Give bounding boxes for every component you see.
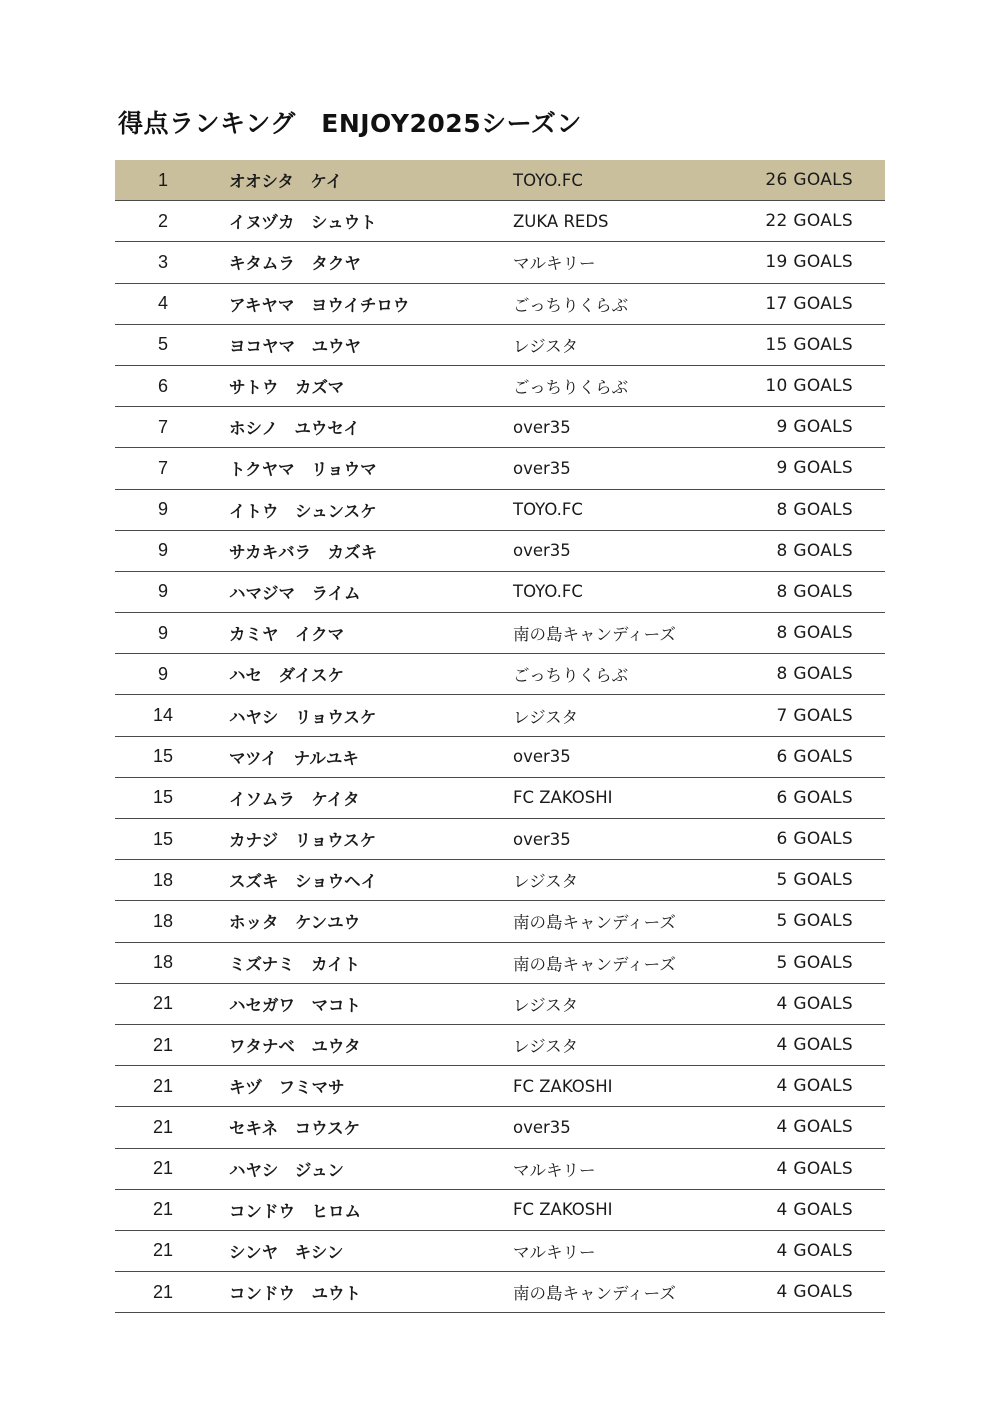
player-name-cell: イトウ シュンスケ (229, 501, 377, 521)
rank-cell: 9 (157, 540, 168, 561)
rank-cell: 15 (152, 828, 174, 849)
table-row (115, 572, 885, 613)
table-row (115, 1066, 885, 1107)
player-name-cell: カナジ リョウスケ (229, 831, 377, 851)
team-cell: FC ZAKOSHI (513, 1200, 613, 1220)
team-cell: マルキリー (513, 1160, 596, 1180)
team-cell: 南の島キャンディーズ (513, 954, 676, 974)
table-row (115, 366, 885, 407)
table-row (115, 1190, 885, 1231)
team-cell: レジスタ (513, 872, 579, 892)
rank-cell: 21 (152, 1281, 174, 1302)
player-name-cell: ハマジマ ライム (229, 583, 361, 603)
goals-cell: 8 GOALS (776, 499, 853, 520)
player-name-cell: イソムラ ケイタ (229, 789, 360, 809)
player-name-cell: ホシノ ユウセイ (229, 419, 360, 439)
team-cell: ごっちりくらぶ (513, 295, 629, 315)
team-cell: レジスタ (513, 1037, 579, 1057)
goals-cell: 19 GOALS (765, 252, 853, 273)
table-row (115, 490, 885, 531)
goals-cell: 4 GOALS (776, 1282, 853, 1303)
rank-cell: 21 (152, 1075, 174, 1096)
goals-cell: 4 GOALS (776, 1076, 853, 1097)
rank-cell: 7 (157, 457, 168, 478)
table-row (115, 1149, 885, 1190)
rank-cell: 15 (152, 787, 174, 808)
table-row (115, 695, 885, 736)
team-cell: over35 (513, 829, 571, 849)
team-cell: over35 (513, 1117, 571, 1137)
table-row (115, 819, 885, 860)
team-cell: TOYO.FC (513, 170, 583, 190)
team-cell: TOYO.FC (513, 500, 583, 520)
rank-cell: 18 (152, 869, 174, 890)
team-cell: レジスタ (513, 336, 579, 356)
goals-cell: 8 GOALS (776, 581, 853, 602)
player-name-cell: オオシタ ケイ (229, 172, 343, 192)
goals-cell: 8 GOALS (776, 540, 853, 561)
table-row (115, 284, 885, 325)
table-row (115, 613, 885, 654)
rank-cell: 9 (157, 581, 168, 602)
goals-cell: 6 GOALS (776, 746, 853, 767)
player-name-cell: マツイ ナルユキ (229, 748, 359, 768)
rank-cell: 14 (152, 705, 174, 726)
rank-cell: 21 (152, 1158, 174, 1179)
table-row (115, 1025, 885, 1066)
ranking-table (115, 160, 885, 1313)
rank-cell: 21 (152, 993, 174, 1014)
goals-cell: 4 GOALS (776, 1117, 853, 1138)
team-cell: ごっちりくらぶ (513, 666, 629, 686)
rank-cell: 18 (152, 910, 174, 931)
rank-cell: 1 (157, 169, 168, 190)
table-row (115, 654, 885, 695)
rank-cell: 5 (157, 334, 168, 355)
team-cell: ZUKA REDS (513, 211, 609, 231)
team-cell: over35 (513, 417, 571, 437)
team-cell: over35 (513, 747, 571, 767)
player-name-cell: キタムラ タクヤ (229, 254, 361, 274)
rank-cell: 6 (157, 375, 168, 396)
rank-cell: 21 (152, 1240, 174, 1261)
team-cell: FC ZAKOSHI (513, 1076, 613, 1096)
goals-cell: 22 GOALS (765, 211, 853, 232)
table-row (115, 160, 885, 201)
goals-cell: 4 GOALS (776, 1240, 853, 1261)
table-row (115, 325, 885, 366)
player-name-cell: ハセガワ マコト (229, 995, 361, 1015)
table-row (115, 1107, 885, 1148)
player-name-cell: ワタナベ ユウタ (229, 1037, 361, 1057)
player-name-cell: サカキバラ カズキ (229, 542, 378, 562)
page-title: 得点ランキング ENJOY2025シーズン (118, 109, 582, 138)
table-row (115, 901, 885, 942)
table-row (115, 860, 885, 901)
team-cell: レジスタ (513, 995, 579, 1015)
team-cell: マルキリー (513, 1242, 596, 1262)
table-row (115, 1272, 885, 1313)
table-row (115, 448, 885, 489)
player-name-cell: ミズナミ カイト (229, 954, 361, 974)
goals-cell: 4 GOALS (776, 1035, 853, 1056)
team-cell: 南の島キャンディーズ (513, 1284, 676, 1304)
player-name-cell: コンドウ ヒロム (229, 1201, 361, 1221)
rank-cell: 21 (152, 1199, 174, 1220)
rank-cell: 4 (157, 293, 168, 314)
player-name-cell: ヨコヤマ ユウヤ (229, 336, 361, 356)
rank-cell: 2 (157, 210, 168, 231)
goals-cell: 5 GOALS (776, 952, 853, 973)
player-name-cell: イヌヅカ シュウト (229, 213, 377, 233)
goals-cell: 7 GOALS (776, 705, 853, 726)
table-row (115, 242, 885, 283)
table-row (115, 201, 885, 242)
player-name-cell: サトウ カズマ (229, 378, 345, 398)
rank-cell: 18 (152, 952, 174, 973)
team-cell: 南の島キャンディーズ (513, 913, 676, 933)
goals-cell: 10 GOALS (765, 376, 853, 397)
goals-cell: 9 GOALS (776, 417, 853, 438)
table-row (115, 737, 885, 778)
goals-cell: 5 GOALS (776, 911, 853, 932)
team-cell: FC ZAKOSHI (513, 788, 613, 808)
player-name-cell: カミヤ イクマ (229, 625, 345, 645)
rank-cell: 9 (157, 663, 168, 684)
team-cell: TOYO.FC (513, 582, 583, 602)
player-name-cell: ホッタ ケンユウ (229, 913, 361, 933)
goals-cell: 4 GOALS (776, 1199, 853, 1220)
player-name-cell: コンドウ ユウト (229, 1284, 361, 1304)
rank-cell: 15 (152, 746, 174, 767)
rank-cell: 7 (157, 416, 168, 437)
goals-cell: 15 GOALS (765, 334, 853, 355)
rank-cell: 21 (152, 1116, 174, 1137)
table-row (115, 407, 885, 448)
table-row (115, 778, 885, 819)
player-name-cell: ハヤシ リョウスケ (229, 707, 377, 727)
table-row (115, 1231, 885, 1272)
team-cell: over35 (513, 458, 571, 478)
goals-cell: 17 GOALS (765, 293, 853, 314)
team-cell: マルキリー (513, 254, 596, 274)
table-row (115, 984, 885, 1025)
player-name-cell: シンヤ キシン (229, 1242, 344, 1262)
team-cell: ごっちりくらぶ (513, 378, 629, 398)
rank-cell: 21 (152, 1034, 174, 1055)
player-name-cell: アキヤマ ヨウイチロウ (229, 295, 410, 315)
goals-cell: 8 GOALS (776, 664, 853, 685)
goals-cell: 4 GOALS (776, 1158, 853, 1179)
team-cell: レジスタ (513, 707, 579, 727)
player-name-cell: キヅ フミマサ (229, 1078, 345, 1098)
rank-cell: 9 (157, 499, 168, 520)
goals-cell: 9 GOALS (776, 458, 853, 479)
team-cell: over35 (513, 541, 571, 561)
goals-cell: 6 GOALS (776, 787, 853, 808)
goals-cell: 4 GOALS (776, 993, 853, 1014)
player-name-cell: セキネ コウスケ (229, 1119, 361, 1139)
rank-cell: 9 (157, 622, 168, 643)
player-name-cell: トクヤマ リョウマ (229, 460, 377, 480)
goals-cell: 26 GOALS (765, 170, 853, 191)
table-row (115, 943, 885, 984)
goals-cell: 5 GOALS (776, 870, 853, 891)
player-name-cell: ハヤシ ジュン (229, 1160, 345, 1180)
team-cell: 南の島キャンディーズ (513, 625, 676, 645)
player-name-cell: ハセ ダイスケ (229, 666, 345, 686)
goals-cell: 6 GOALS (776, 829, 853, 850)
rank-cell: 3 (157, 251, 168, 272)
table-row (115, 531, 885, 572)
goals-cell: 8 GOALS (776, 623, 853, 644)
player-name-cell: スズキ ショウヘイ (229, 872, 378, 892)
